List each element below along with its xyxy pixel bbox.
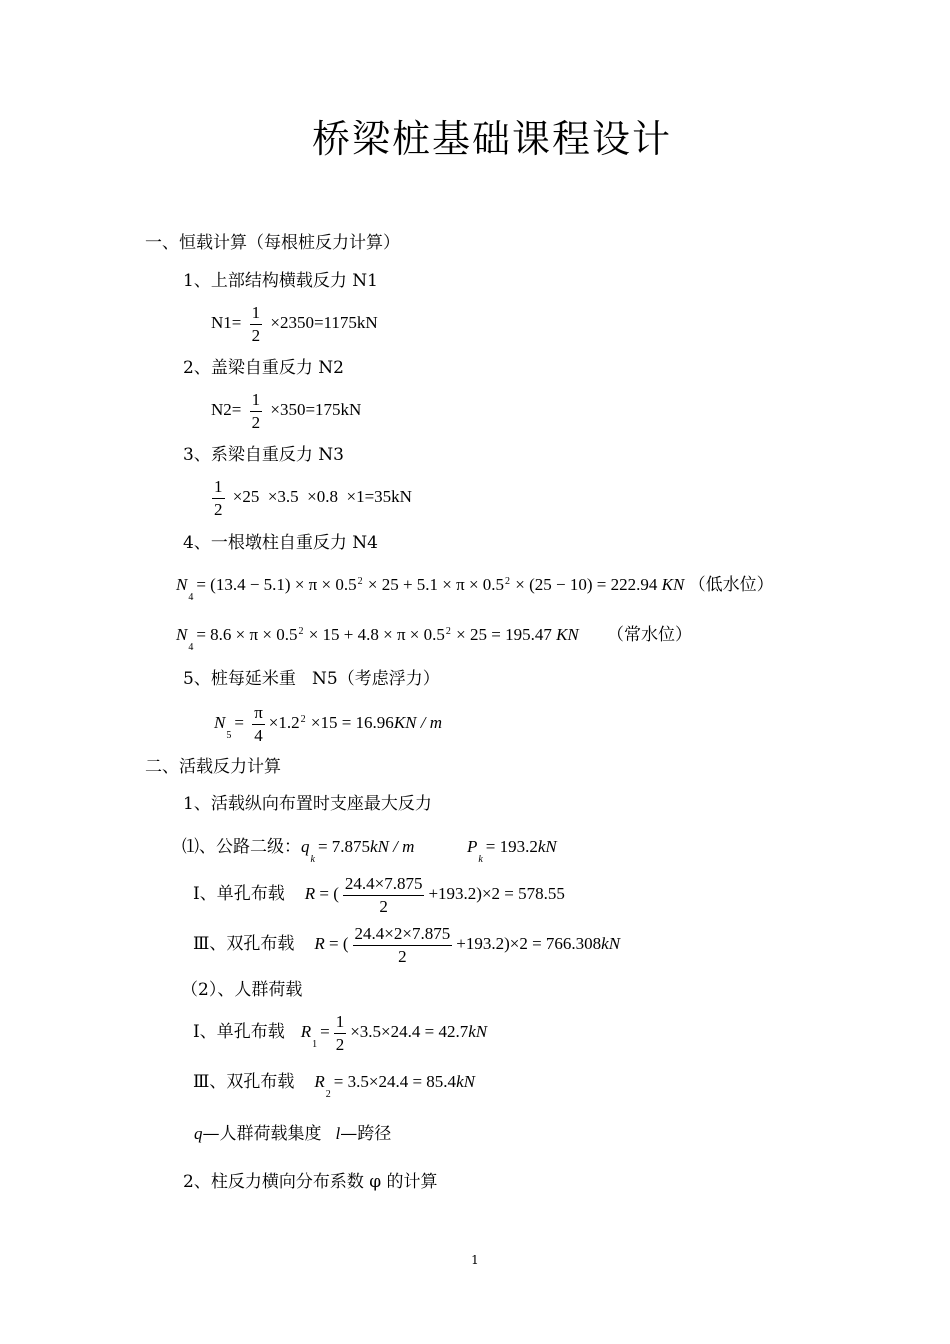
formula-n1 (211, 303, 378, 345)
fraction-bar (252, 724, 265, 725)
item-1-2-label: 2、盖梁自重反力 N2 (183, 358, 344, 378)
formula-part: ×15 = 16.96 (306, 712, 394, 732)
subscript: 2 (325, 1089, 331, 1100)
item-1-5-label: 5、桩每延米重 N5（考虑浮力） (183, 669, 440, 689)
unit: kN (468, 1021, 488, 1041)
section-1-heading: 一、恒载计算（每根桩反力计算） (145, 233, 400, 253)
symbol-r: R (314, 1072, 325, 1091)
q-value: = 7.875 (317, 837, 371, 856)
fraction (343, 874, 425, 916)
superscript: 2 (445, 626, 451, 637)
formula-part: × 25 = 195.47 (451, 625, 552, 644)
fraction-numerator: 1 (335, 1012, 345, 1031)
unit: kN (537, 837, 557, 856)
fraction-numerator: π (254, 703, 263, 722)
fraction-denominator: 4 (254, 725, 263, 745)
road-single-span-line (193, 874, 565, 916)
formula-part: ×3.5×24.4 = 42.7 (350, 1021, 469, 1041)
unit: kN (601, 933, 621, 953)
fraction-bar (334, 1033, 347, 1034)
symbol-r: R (304, 883, 316, 903)
formula-n4-low-water (176, 575, 774, 603)
item-2-1-label: 1、活载纵向布置时支座最大反力 (183, 794, 432, 814)
fraction (353, 924, 453, 966)
subscript: 5 (226, 729, 232, 741)
double-span-label: Ⅲ、双孔布载 (193, 1072, 295, 1092)
formula-n2 (211, 390, 361, 432)
formula-n3-rhs: ×25 ×3.5 ×0.8 ×1=35kN (232, 486, 412, 506)
fraction-numerator: 24.4×7.875 (344, 874, 423, 893)
crowd-double-span-line (193, 1072, 475, 1100)
unit: kN (456, 1072, 475, 1091)
item-1-4-label: 4、一根墩柱自重反力 N4 (183, 533, 378, 553)
formula-part: × (25 − 10) = 222.94 (511, 575, 658, 594)
single-span-label: Ⅰ、单孔布载 (193, 1021, 285, 1042)
page-number: 1 (471, 1253, 479, 1267)
fraction (250, 303, 263, 345)
symbol-q: q (301, 837, 310, 856)
fraction-bar (343, 895, 425, 896)
formula-part: = ( (319, 883, 339, 903)
fraction (252, 703, 265, 745)
fraction-bar (250, 324, 263, 325)
fraction-denominator: 2 (398, 946, 407, 966)
subscript: 4 (188, 592, 194, 603)
fraction (250, 390, 263, 432)
fraction-bar (212, 498, 225, 499)
subscript: k (310, 854, 315, 865)
subscript: 4 (188, 642, 194, 653)
fraction-numerator: 24.4×2×7.875 (354, 924, 451, 943)
p-value: = 193.2 (485, 837, 538, 856)
formula-part: = 8.6 × π × 0.5 (196, 625, 298, 644)
legend-l-text: —跨径 (340, 1124, 392, 1144)
unit: KN / m (393, 712, 442, 732)
formula-part: = (13.4 − 5.1) × π × 0.5 (196, 575, 357, 594)
fraction-bar (250, 411, 263, 412)
document-title: 桥梁桩基础课程设计 (311, 117, 672, 161)
subscript: 1 (312, 1038, 318, 1050)
symbol-legend (194, 1125, 391, 1143)
road-double-span-line (193, 924, 620, 966)
formula-part: × 15 + 4.8 × π × 0.5 (304, 625, 445, 644)
water-level-note: （常水位） (607, 625, 693, 645)
legend-q-text: —人群荷载集度 (202, 1124, 322, 1144)
formula-part: +193.2)×2 = 578.55 (428, 883, 565, 903)
symbol-n: N (176, 575, 188, 594)
unit: KN (661, 575, 685, 594)
formula-n2-rhs: ×350=175kN (270, 399, 362, 419)
symbol-l: l (335, 1124, 341, 1143)
fraction-numerator: 1 (214, 477, 223, 496)
superscript: 2 (298, 626, 304, 637)
superscript: 2 (505, 576, 511, 587)
symbol-p: P (466, 837, 478, 856)
road-load-line (182, 837, 557, 865)
fraction (334, 1012, 347, 1054)
symbol-q: q (194, 1124, 203, 1143)
formula-n4-normal-water (176, 625, 693, 653)
formula-part: = ( (329, 933, 349, 953)
single-span-label: Ⅰ、单孔布载 (193, 883, 285, 904)
section-2-heading: 二、活载反力计算 (145, 757, 281, 777)
road-load-label: ⑴、公路二级： (182, 837, 301, 857)
fraction (212, 477, 225, 519)
crowd-single-span-line (193, 1012, 487, 1054)
unit: kN / m (370, 837, 415, 856)
crowd-load-label: （2）、人群荷载 (181, 980, 303, 1000)
fraction-denominator: 2 (379, 896, 388, 916)
equals: = (320, 1021, 330, 1041)
unit: KN (556, 625, 579, 644)
symbol-n: N (176, 625, 188, 644)
formula-n1-rhs: ×2350=1175kN (270, 312, 378, 332)
fraction-numerator: 1 (251, 390, 261, 409)
formula-n1-lhs: N1= (211, 312, 242, 332)
item-1-3-label: 3、系梁自重反力 N3 (183, 445, 344, 465)
equals: = (234, 712, 244, 732)
subscript: k (478, 854, 483, 865)
fraction-denominator: 2 (214, 499, 223, 519)
formula-part: = 3.5×24.4 = 85.4 (333, 1072, 457, 1091)
symbol-n: N (214, 712, 226, 732)
formula-n2-lhs: N2= (211, 399, 242, 419)
formula-n5 (214, 703, 442, 745)
water-level-note: （低水位） (688, 575, 774, 595)
double-span-label: Ⅲ、双孔布载 (193, 933, 295, 954)
fraction-numerator: 1 (251, 303, 261, 322)
superscript: 2 (300, 713, 306, 725)
fraction-denominator: 2 (251, 325, 261, 345)
fraction-bar (353, 945, 453, 946)
fraction-denominator: 2 (251, 412, 261, 432)
formula-part: ×1.2 (268, 712, 300, 732)
item-1-1-label: 1、上部结构横载反力 N1 (183, 271, 378, 291)
formula-n3 (208, 477, 412, 519)
formula-part: × 25 + 5.1 × π × 0.5 (363, 575, 505, 594)
fraction-denominator: 2 (335, 1034, 345, 1054)
symbol-r: R (314, 933, 325, 953)
item-2-2-label: 2、柱反力横向分布系数 φ 的计算 (183, 1172, 438, 1192)
superscript: 2 (357, 576, 363, 587)
formula-part: +193.2)×2 = 766.308 (456, 933, 602, 953)
symbol-r: R (300, 1021, 312, 1041)
